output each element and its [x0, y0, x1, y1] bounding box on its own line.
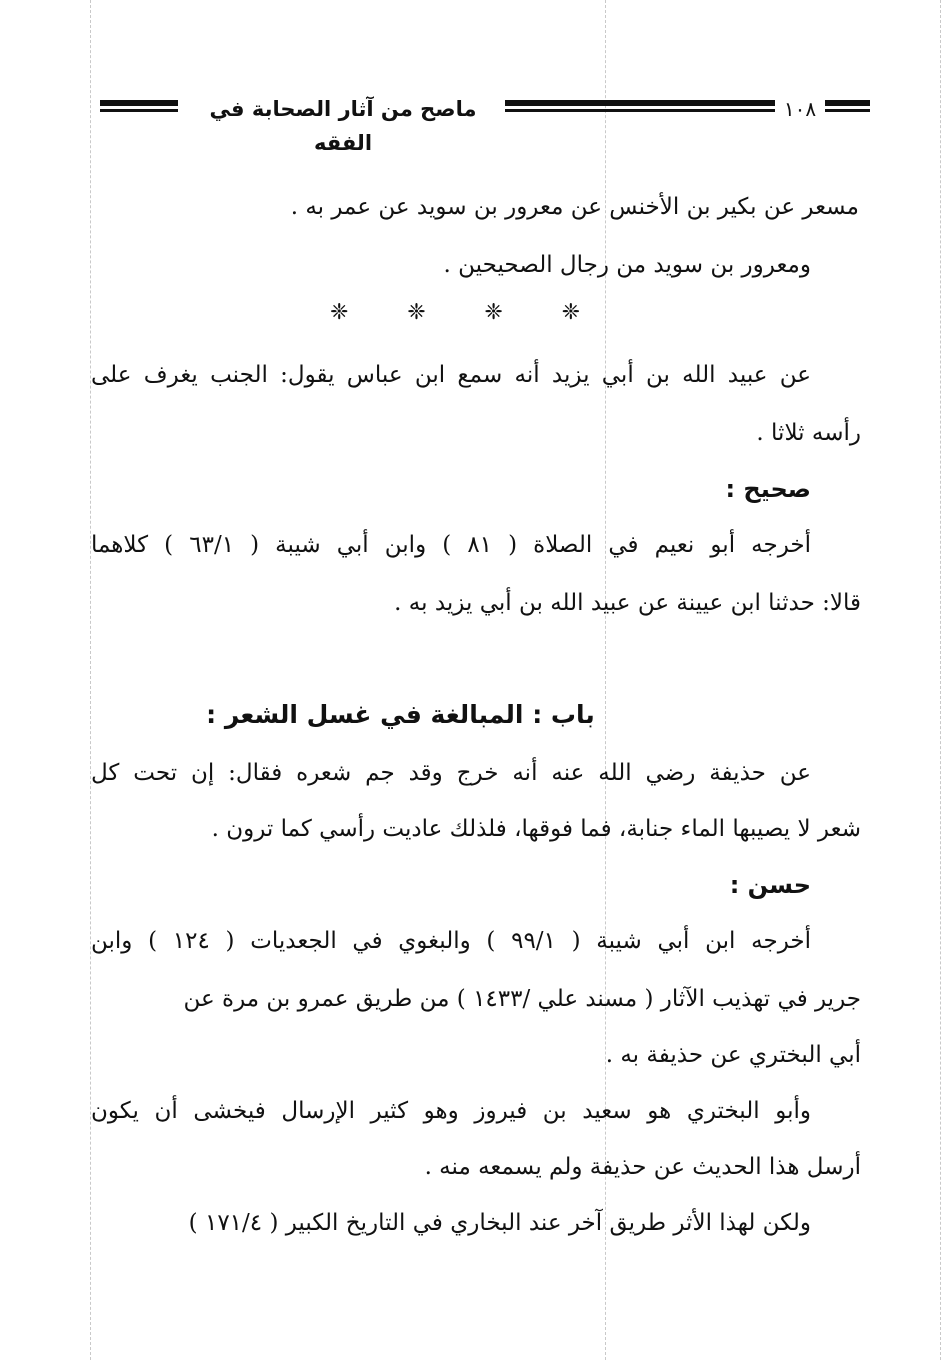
- text-line: قالا: حدثنا ابن عيينة عن عبيد الله بن أبي يزيد به .: [394, 590, 861, 616]
- running-header: [100, 92, 870, 155]
- chapter-heading: باب : المبالغة في غسل الشعر :: [206, 700, 595, 729]
- text-line: جرير في تهذيب الآثار ( مسند علي /١٤٣٣ ) من طريق عمرو بن مرة عن: [183, 986, 861, 1012]
- text-line: أرسل هذا الحديث عن حذيفة ولم يسمعه منه .: [424, 1154, 861, 1180]
- text-line: ومعرور بن سويد من رجال الصحيحين .: [443, 252, 811, 278]
- header-rule: [825, 100, 870, 120]
- section-separator: [330, 300, 580, 325]
- scan-guide-line: [940, 0, 941, 1360]
- text-line: أخرجه ابن أبي شيبة ( ٩٩/١ ) والبغوي في الجعديات ( ١٢٤ ) وابن: [91, 928, 811, 954]
- text-line: أبي البختري عن حذيفة به .: [605, 1042, 861, 1068]
- star-ornament-icon: ❈: [330, 300, 349, 325]
- text-line: شعر لا يصيبها الماء جنابة، فما فوقها، فلذلك عاديت رأسي كما ترون .: [211, 816, 861, 842]
- text-line: ولكن لهذا الأثر طريق آخر عند البخاري في التاريخ الكبير ( ١٧١/٤ ): [188, 1210, 811, 1236]
- text-line: عن حذيفة رضي الله عنه أنه خرج وقد جم شعره فقال: إن تحت كل: [91, 760, 811, 786]
- text-line: مسعر عن بكير بن الأخنس عن معرور بن سويد عن عمر به .: [290, 194, 859, 220]
- text-line: رأسه ثلاثا .: [756, 420, 861, 446]
- star-ornament-icon: ❈: [561, 300, 580, 325]
- scan-guide-line: [90, 0, 91, 1360]
- book-title: ماصح من آثار الصحابة في الفقه: [209, 97, 477, 155]
- star-ornament-icon: ❈: [407, 300, 426, 325]
- text-line: أخرجه أبو نعيم في الصلاة ( ٨١ ) وابن أبي شيبة ( ٦٣/١ ) كلاهما: [91, 532, 812, 558]
- header-rule: [100, 100, 178, 120]
- text-line: وأبو البختري هو سعيد بن فيروز وهو كثير الإرسال فيخشى أن يكون: [91, 1098, 811, 1124]
- star-ornament-icon: ❈: [484, 300, 503, 325]
- header-rule: [505, 100, 775, 120]
- text-line: عن عبيد الله بن أبي يزيد أنه سمع ابن عباس يقول: الجنب يغرف على: [91, 362, 811, 388]
- page-number: ١٠٨: [783, 97, 817, 121]
- grading-label: صحيح :: [725, 475, 811, 503]
- grading-label: حسن :: [729, 871, 811, 899]
